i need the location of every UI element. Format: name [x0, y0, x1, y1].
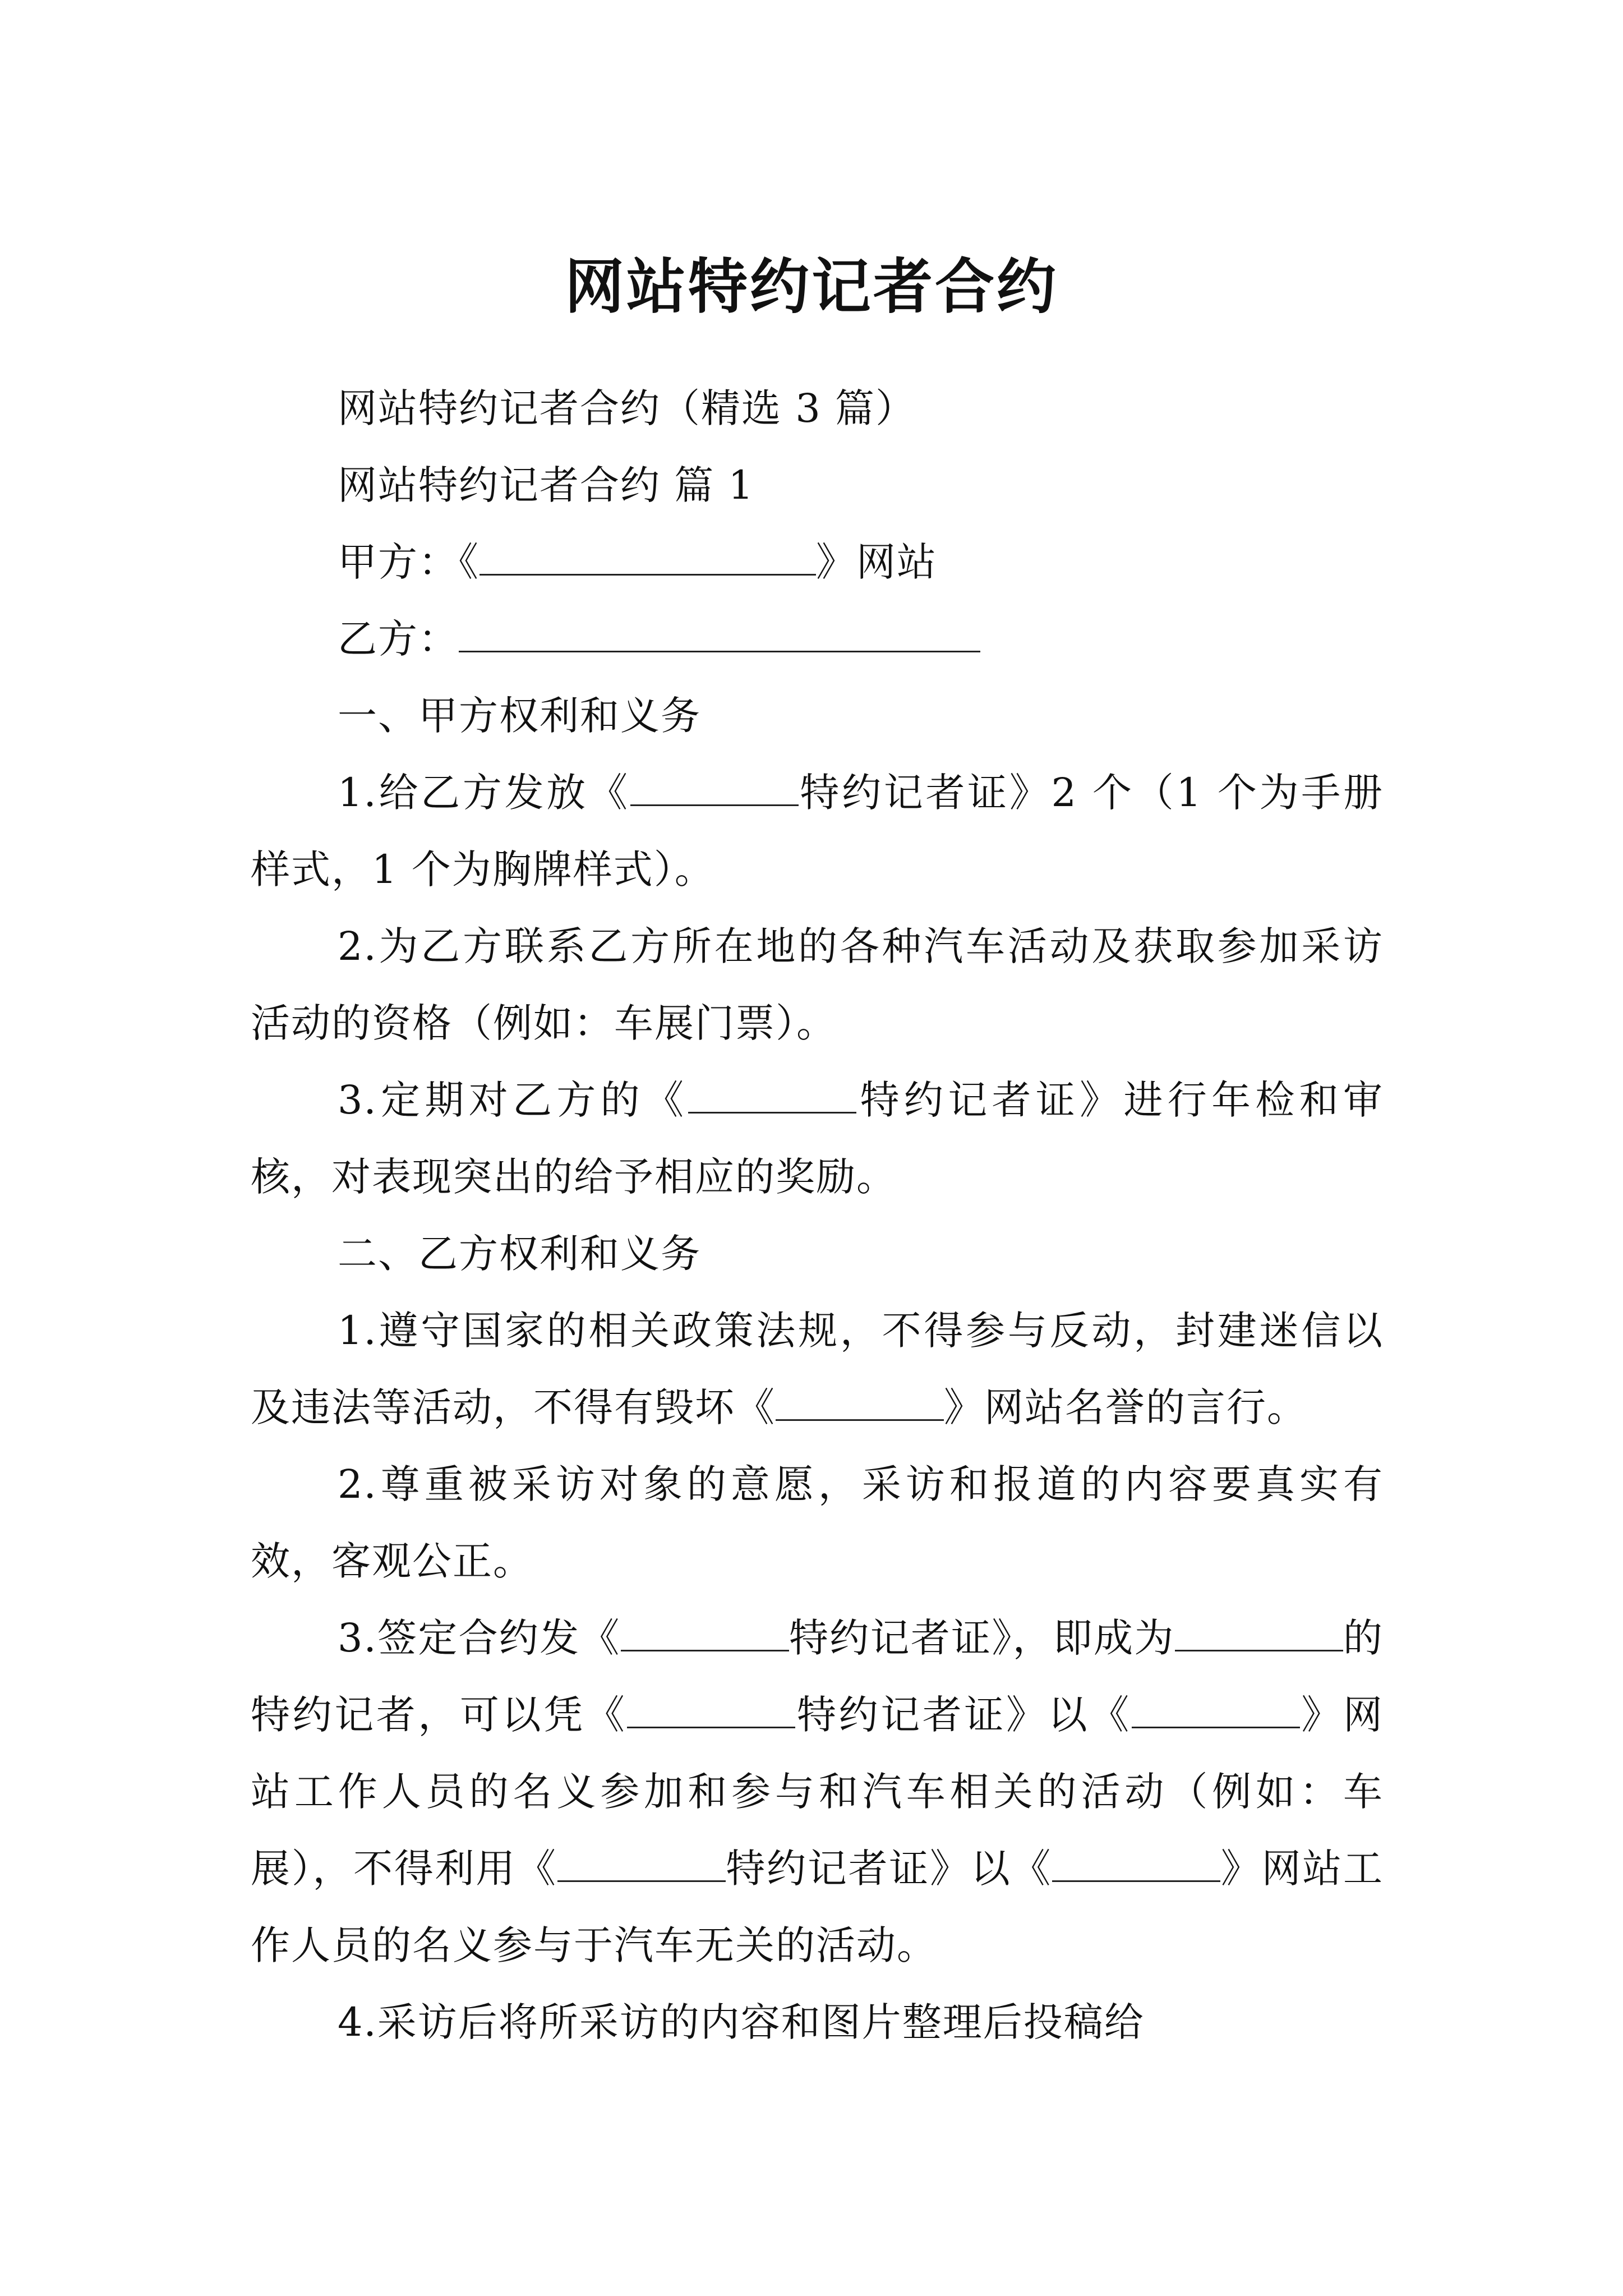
fill-in-blank — [459, 611, 980, 652]
paragraph — [251, 1216, 1384, 1292]
paragraph — [251, 1062, 1384, 1216]
fill-in-blank — [688, 1073, 856, 1114]
paragraph-text: 网站特约记者合约（精选 3 篇） — [338, 385, 916, 431]
paragraph — [251, 601, 1384, 678]
fill-in-blank — [1132, 1687, 1300, 1728]
paragraph — [251, 1600, 1384, 1984]
fill-in-blank — [776, 1380, 944, 1421]
paragraph-text: 特约记者证》进行年检和审核，对表现突出的给予相应的奖励。 — [251, 1077, 1384, 1200]
paragraph-text: 网站特约记者合约 篇 1 — [338, 462, 755, 508]
paragraph — [251, 678, 1384, 754]
paragraph-text: 一、甲方权利和义务 — [338, 693, 701, 739]
paragraph — [251, 908, 1384, 1062]
paragraph-text: 乙方： — [338, 616, 459, 662]
fill-in-blank — [1052, 1841, 1220, 1882]
paragraph-text: 4.采访后将所采访的内容和图片整理后投稿给 — [338, 1999, 1145, 2045]
paragraph-text: 》网站名誉的言行。 — [944, 1384, 1307, 1430]
paragraph — [251, 447, 1384, 524]
paragraph-text: 》网站 — [816, 539, 937, 585]
paragraph-text: 3.定期对乙方的《 — [338, 1077, 689, 1123]
paragraph — [251, 1984, 1384, 2061]
fill-in-blank — [627, 1687, 795, 1728]
paragraph-text: 》网站工作人员的名义参与于汽车无关的活动。 — [251, 1846, 1384, 1968]
paragraph-text: 特约记者证》以《 — [795, 1692, 1132, 1738]
fill-in-blank — [479, 535, 816, 576]
paragraph — [251, 1292, 1384, 1446]
paragraph — [251, 1446, 1384, 1600]
paragraph-text: 1.给乙方发放《 — [338, 770, 630, 816]
paragraph — [251, 754, 1384, 908]
document-body — [251, 370, 1384, 2061]
paragraph-text: 1.遵守国家的相关政策法规，不得参与反动，封建迷信以及违法等活动，不得有毁坏《 — [251, 1308, 1384, 1430]
fill-in-blank — [621, 1611, 789, 1651]
paragraph-text: 3.签定合约发《 — [338, 1615, 621, 1661]
paragraph-text: 2.为乙方联系乙方所在地的各种汽车活动及获取参加采访活动的资格（例如：车展门票）。 — [251, 923, 1384, 1046]
paragraph — [251, 370, 1384, 447]
fill-in-blank — [1175, 1611, 1343, 1651]
fill-in-blank — [630, 765, 799, 806]
paragraph-text: 二、乙方权利和义务 — [338, 1231, 701, 1277]
paragraph-text: 的特约记者，可以凭《 — [251, 1615, 1384, 1738]
paragraph-text: 特约记者证》2 个（1 个为手册样式，1 个为胸牌样式）。 — [251, 770, 1384, 892]
paragraph-text: 特约记者证》，即成为 — [789, 1615, 1175, 1661]
paragraph-text: 特约记者证》以《 — [725, 1846, 1053, 1892]
paragraph-text: 》网站工作人员的名义参加和参与和汽车相关的活动（例如：车展），不得利用《 — [251, 1692, 1384, 1892]
paragraph — [251, 524, 1384, 601]
paragraph-text: 甲方：《 — [338, 539, 479, 585]
fill-in-blank — [557, 1841, 726, 1882]
paragraph-text: 2.尊重被采访对象的意愿，采访和报道的内容要真实有效，客观公正。 — [251, 1461, 1384, 1584]
document-title: 网站特约记者合约 — [565, 251, 1058, 322]
